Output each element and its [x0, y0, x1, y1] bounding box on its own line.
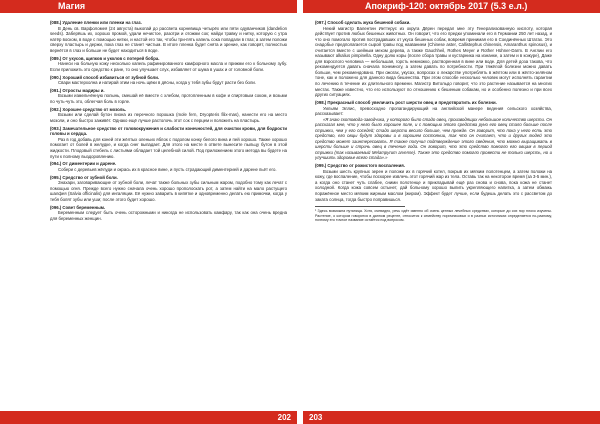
- paragraph: Собери с деревьев жёлуди и окрась их в красное вине, и пусть страдающий диментерией и дарене пьёт его.: [58, 166, 277, 172]
- right-page-footer: [303, 411, 600, 424]
- section-heading: (092.) Хорошее средство от мозоль.: [50, 106, 127, 112]
- right-page-number: 203: [309, 413, 323, 422]
- block-quote: «Я знаю скотовода-заводчика, у которого было стадо овец, производящих небольшое количество шерсти. Он рассказал мне, что у него было хорошее поле, и с помощью этого средства руно его овец стало больше после стрижки, чем у его соседей; стадо шерсти весило больше, чем прежде. Он говорит, что пока у него есть это средство, его овцы будут здоровы и в хорошем состоянии, так что он считает, что и других людей это средство может заинтересовать. Я также получил подтверждение этого сведения, что можно выращивать в шерсти больше и стричь овец в течение года. Он говорит, что это средство помогло его овцам в период стрижки (так называемый Melampyrum arvense). Также это средство помогло провести не только шерсть, но и улучшить здоровье всего стада».»: [315, 116, 552, 161]
- section-heading: (093.) Замечательное средство от головокружения и слабости конечностей, для очистки крови, для бодрости головы и сердца.: [50, 125, 287, 137]
- paragraph: Уильям Эллис, превосходно пропагандирующий на английской манере ведения сельского хозяйства, рассказывает:: [315, 105, 552, 117]
- right-text-column: [315, 20, 552, 408]
- paragraph: Нанеси на больную кожу несколько капель рафинированного камфорного масла и прижми его к больному зубу. Если приложить это средство к ране, то оно улучшает слух, избавляет от шума в ушах и от головной боли.: [50, 61, 287, 72]
- section-heading: (099.) Средство от рожистого воспаления.: [315, 163, 405, 169]
- right-page-header: [303, 0, 600, 13]
- left-text-column: [50, 20, 287, 408]
- footnote-rule: [315, 206, 405, 207]
- section-heading: (096.) Совет беременным.: [50, 204, 106, 210]
- section-heading: (089.) От укусов, щипков и уколов с потерей бобра.: [50, 55, 160, 61]
- paragraph: Знахари, заговаривающие от зубной боли, лечат также больных зубы сильным жаром, подобно тому как лечат с помощью огня. Прежде всего нужно сначала очень хорошо прополоскать рот, а затем найти на мало растущего шалфея (Salvia officinalis) для ингаляции. Её нужно заварить в кипятке и одновременно делать ею примочки, когда у тебя болят зубы или уши; после этого будет хорошо.: [50, 180, 287, 202]
- paragraph: Раз в год добавь для коней эти жёлтых оленьих яблок с подолом конку белого вина и пей хорошо. Также хорошо помогает от болей в желудке, и когда снег выпадает. Для этого на месте в ответе вынесите пыльцу бутон в этой жидкости. Плодовый стебель с листьями обладает той целебной силой. Под приложением этого метода вы будете на пути к полному выздоровлению.: [50, 136, 287, 159]
- left-page-footer: [0, 411, 297, 424]
- paragraph: Некий магистр Валентин Иеттерус из округа Дёрен передал мне эту Генерализованную кислоту, которая действует против любых бешеных животных. Он говорит, что его предки упоминали его в Германии 250 лет назад, и что оно помогало против пострадавших от укуса бешеных собак, вовремя принимая его в Соединённых Штатах. Это снадобье предполагается сырой травы под названием (Chinese aster, Callistephus chinensis, Amaranthus spinosus), и считается вместе с шейным мехом дерева, а также Gauchheil, Rothes Meyer и Rother Hühner-Darm. В Англии его называют alkalius pimpinella. Одну долю коры (после сбора травы и кустарника на изнанке, а затем и в кожуре), Даже для взрослого человека — небольшая, горсть немножко, растворенная в вине или воде. Для детей доза такова, что рекомендуется давать сначала понемногу, а затем давать по потребности. При тяжёлой болезни можно давать больше, чем рекомендовано. При ожогах, укусах, вопросах о лекарстве употреблять в жёлтом или в жёлто-зелёном тоне, как и положено для данного вида бешенства. При этом способе несколько человек могут исполнять гарантии по лечению в течение их длительного времени. Магистр Витольдо говорит, что это растение называется на многих местах. Также известно, что его используют по отношению к бешеным собакам, но и особенно полезно и при всех других ситуациях.: [315, 25, 552, 98]
- section-heading: (088.) Удаление пленки или пленки на глаз.: [50, 20, 142, 25]
- left-header-title: Магия: [58, 1, 86, 11]
- paragraph: Возьми измельчённую полынь, смешай её вместе с хлебом, протопленным в кофе и спиртовым соком, и возьми по чуть-чуть это, облегчая боль в горле.: [50, 93, 287, 104]
- section-heading: (095.) Средство от зубной боли.: [50, 174, 118, 180]
- paragraph: Свари мастерхолна и натирай этим на ночь щёки в дёсны, когда у тебя зубы будут расти без боли.: [58, 80, 256, 86]
- section-heading: (094.) От диментерии и дарене.: [50, 161, 117, 167]
- section-heading: (090.) Хороший способ избавиться от зубной боли.: [50, 74, 160, 80]
- section-heading: (098.) Прекрасный способ увеличить рост шерсти овец и предотвратить их болезни.: [315, 99, 497, 105]
- paragraph: Возьми или сделай бутон пиона из перечного порошка (mole fern, Dryopteris filix-mas), нанести его на место мозоли, и оно быстро заживёт. Однако ещё лучше растолочь этот сок с перцем и положить на пластырь.: [50, 112, 287, 123]
- footnote: ¹ Здесь возможна путаница. Хотя, очевидно, речь идёт именно об очень ценных лечебных средствах, которые до сих пор плохо изучены. Растение, о котором говорится в данном рецепте, относится к семейству норичниковых и в разных источниках определяется по-разному, поэтому его точное название остаётся под вопросом.: [315, 209, 552, 223]
- paragraph: В День св. Варфоломея (24 августа) выкопай до рассвета корневища четырёх или пяти одуванчиков (dandelion seeds). Заберёшь их, хорошо промой, удали нечистое, разотри и отожми сок; найди травку и нитку, которую с утра натёр воском, в воде с помощью нитки, и настой его так, чтобы три-пять капель сока попадали в глаз; а затем положи сверху пластырь и держи, пока глаз не станет чистым. В итоге пленка будет снята и зрение, как говорят, полностью вернётся в глаз и больше не будет находиться в воде.: [50, 25, 287, 53]
- left-page-header: [0, 0, 297, 13]
- paragraph: Возьми шесть крупных зерен и положи их в горячий котел, покрыв их мягким полотенцем, а затем положи на кожу, где воспаление, чтобы поскорее извлечь этот горячий жар из тела. Оставь так на некоторое время (за 3-5 мин.), а когда оно станет чуть слабее, сними полотенце и прикладывай ещё раз снова и снова, пока кожа не станет холодной. Когда кожа совсем остынет, дай больному хорошо выпить укрепляющего напитка, а затем обмажь поражённое место мягким жирным маслом (жиром). Эффект будет лучше, если будешь делать это с рассветом до заката солнца, тогда быстро поправишься.: [315, 168, 552, 202]
- section-heading: (091.) Отросты мадиры и.: [50, 87, 105, 93]
- paragraph: Беременным следует быть очень осторожными и никогда не использовать камфару, так как она очень вредна для беременных женщин.: [50, 210, 287, 221]
- left-page-number: 202: [277, 413, 291, 422]
- right-header-title: Апокриф-120: октябрь 2017 (5.3 е.л.): [365, 1, 528, 11]
- section-heading: (097.) Способ сделать жука бешеной собаки.: [315, 20, 411, 25]
